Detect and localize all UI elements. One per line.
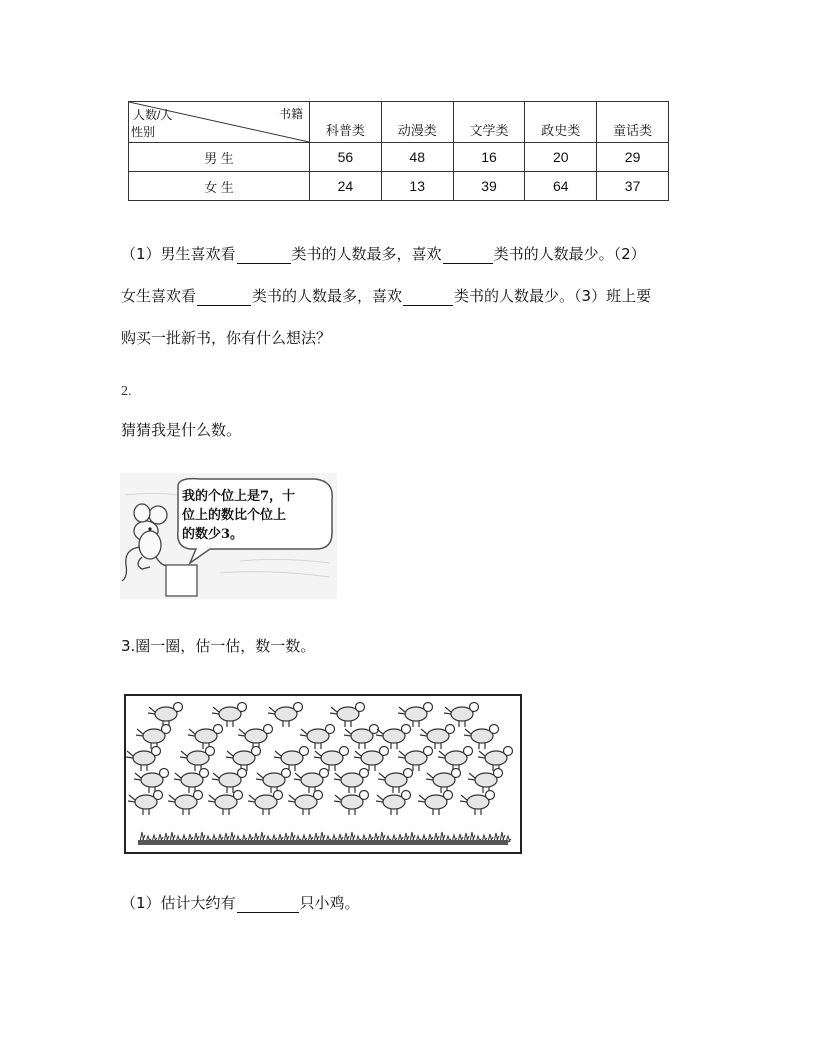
category-header: 科普类 [310,102,382,143]
chick-icon [398,703,433,728]
chick-icon [212,703,247,728]
chick-icon [148,703,183,728]
chick-icon [134,769,169,794]
chick-icon [376,725,411,750]
chick-icon [464,725,499,750]
table-cell: 13 [381,172,453,201]
chick-icon [288,791,323,816]
answer-blank[interactable] [237,247,291,264]
chick-icon [438,747,473,772]
grass-strip [138,832,511,845]
table-cell: 24 [310,172,382,201]
chick-icon [208,791,243,816]
table-header-row [129,102,669,143]
header-books-label: 书籍 [278,107,303,121]
answer-box [166,565,197,596]
table-cell: 48 [381,143,453,172]
chick-icon [238,725,273,750]
q1-line-1 [121,244,646,264]
chick-icon [376,791,411,816]
chick-icon [334,769,369,794]
q1-line-3: 购买一批新书，你有什么想法？ [121,329,332,347]
chick-icon [294,769,329,794]
mouse-speech-picture [120,473,337,599]
answer-blank[interactable] [197,289,251,306]
book-preference-table [128,101,669,201]
chick-icon [300,725,335,750]
chick-icon [418,791,453,816]
chick-icon [128,791,163,816]
chick-icon [444,703,479,728]
chick-icon [460,791,495,816]
chick-icon [274,747,309,772]
table-row [129,172,669,201]
chick-icon [468,769,503,794]
q2-number: 2. [121,384,132,399]
chick-icon [174,769,209,794]
chick-icon [420,725,455,750]
diagonal-header-cell [129,102,310,143]
chick-icon [212,769,247,794]
chick-icon [256,769,291,794]
chick-icon [334,791,369,816]
header-people-label: 人数/人 [133,108,173,122]
chick-icon [126,747,161,772]
q3-text: 只小鸡。 [299,894,360,912]
table-row [129,143,669,172]
chick-icon [268,703,303,728]
q1-text: （1）男生喜欢看 [121,245,236,263]
q1-text: 类书的人数最多，喜欢 [252,287,403,305]
chick-icon [180,747,215,772]
row-label-girls: 女 生 [129,172,310,201]
q1-text: 类书的人数最少。（3）班上要 [454,287,652,305]
q1-text: 类书的人数最少。（2） [493,245,646,263]
category-header: 动漫类 [381,102,453,143]
chick-icon [314,747,349,772]
table-cell: 29 [597,143,669,172]
table-cell: 20 [525,143,597,172]
chick-icon [226,747,261,772]
chick-icon [426,769,461,794]
chick-icon [354,747,389,772]
table-cell: 64 [525,172,597,201]
row-label-boys: 男 生 [129,143,310,172]
chick-icon [248,791,283,816]
chick-icon [478,747,513,772]
q3-text: （1）估计大约有 [121,894,236,912]
chick-icon [136,725,171,750]
chick-icon [330,703,365,728]
table-cell: 16 [453,143,525,172]
answer-blank[interactable] [403,289,453,306]
chick-icon [378,769,413,794]
table-cell: 37 [597,172,669,201]
chick-icon [168,791,203,816]
chicks-illustration [126,696,520,852]
q1-line-2 [121,286,651,306]
q3-sub-1 [121,893,360,913]
q2-prompt: 猜猜我是什么数。 [121,421,242,439]
category-header: 文学类 [453,102,525,143]
q3-title: 3.圈一圈，估一估，数一数。 [121,637,316,655]
chick-icon [398,747,433,772]
header-gender-label: 性别 [131,125,156,139]
table-cell: 56 [310,143,382,172]
category-header: 童话类 [597,102,669,143]
speech-bubble-text: 我的个位上是7，十 位上的数比个位上 的数少3。 [182,489,296,542]
chick-icon [344,725,379,750]
q1-text: 女生喜欢看 [121,287,197,305]
answer-blank[interactable] [443,247,493,264]
chick-icon [188,725,223,750]
category-header: 政史类 [525,102,597,143]
q1-text: 类书的人数最多，喜欢 [291,245,442,263]
table-cell: 39 [453,172,525,201]
chicks-picture [124,694,522,854]
answer-blank[interactable] [237,896,299,913]
